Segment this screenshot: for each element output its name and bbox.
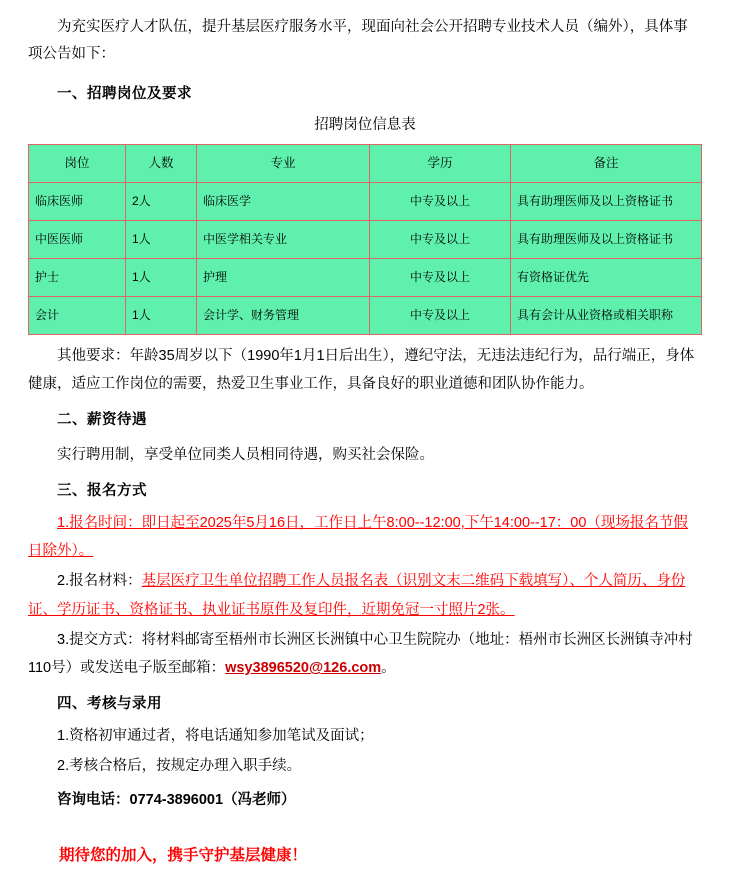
table-cell-major: 中医学相关专业 <box>197 221 370 259</box>
table-cell-major: 会计学、财务管理 <box>197 297 370 335</box>
section-heading-3: 三、报名方式 <box>57 483 147 500</box>
table-cell-remark: 具有助理医师及以上资格证书 <box>511 221 702 259</box>
table-row <box>29 259 702 297</box>
submission-method-item <box>28 626 702 683</box>
table-row <box>29 221 702 259</box>
table-header-cell: 岗位 <box>29 145 126 183</box>
job-positions-table <box>28 144 702 335</box>
section-heading-4: 四、考核与录用 <box>57 696 162 713</box>
table-cell-education: 中专及以上 <box>370 183 511 221</box>
table-cell-position: 会计 <box>29 297 126 335</box>
table-cell-remark: 具有助理医师及以上资格证书 <box>511 183 702 221</box>
table-cell-count: 1人 <box>126 259 197 297</box>
table-cell-position: 中医医师 <box>29 221 126 259</box>
table-header-cell: 备注 <box>511 145 702 183</box>
table-row <box>29 297 702 335</box>
table-cell-education: 中专及以上 <box>370 297 511 335</box>
section-heading-2: 二、薪资待遇 <box>57 412 147 429</box>
table-row <box>29 183 702 221</box>
table-cell-count: 1人 <box>126 221 197 259</box>
table-cell-position: 临床医师 <box>29 183 126 221</box>
table-title: 招聘岗位信息表 <box>314 117 416 133</box>
table-cell-major: 护理 <box>197 259 370 297</box>
table-cell-education: 中专及以上 <box>370 221 511 259</box>
submission-method-suffix: 。 <box>381 660 396 677</box>
table-header-cell: 人数 <box>126 145 197 183</box>
email-link[interactable]: wsy3896520@126.com <box>225 660 382 677</box>
contact-phone: 咨询电话：0774-3896001（冯老师） <box>57 792 296 809</box>
registration-time-item <box>28 509 702 566</box>
assessment-item-1: 1.资格初审通过者，将电话通知参加笔试及面试； <box>57 727 374 744</box>
registration-time-prefix: 1.报名时间： <box>57 514 142 531</box>
closing-slogan: 期待您的加入，携手守护基层健康！ <box>59 846 308 864</box>
assessment-item-2: 2.考核合格后，按规定办理入职手续。 <box>57 758 302 774</box>
registration-time-detail: 即日起至2025年5月16日，工作日上午8:00--12:00,下午14:00--17：00（现场报名节假日除外）。 <box>28 514 688 560</box>
table-header-cell: 学历 <box>370 145 511 183</box>
submission-method-text: 3.提交方式：将材料邮寄至梧州市长洲区长洲镇中心卫生院院办（地址：梧州市长洲区长洲镇寺冲村110号）或发送电子版至邮箱： <box>28 631 693 677</box>
intro-paragraph: 为充实医疗人才队伍，提升基层医疗服务水平，现面向社会公开招聘专业技术人员（编外），具体事项公告如下： <box>28 19 688 62</box>
table-cell-major: 临床医学 <box>197 183 370 221</box>
table-cell-count: 1人 <box>126 297 197 335</box>
table-cell-count: 2人 <box>126 183 197 221</box>
registration-materials-detail: 基层医疗卫生单位招聘工作人员报名表（识别文末二维码下载填写）、个人简历、身份证、学历证书、资格证书、执业证书原件及复印件，近期免冠一寸照片2张。 <box>28 573 686 618</box>
section-heading-1: 一、招聘岗位及要求 <box>57 85 192 102</box>
registration-materials-item <box>28 567 702 624</box>
table-cell-position: 护士 <box>29 259 126 297</box>
other-requirements-paragraph: 其他要求：年龄35周岁以下（1990年1月1日后出生），遵纪守法，无违法违纪行为，品行端正，身体健康，适应工作岗位的需要，热爱卫生事业工作，具备良好的职业道德和团队协作能力。 <box>28 348 695 392</box>
table-header-row <box>29 145 702 183</box>
registration-materials-prefix: 2.报名材料： <box>57 573 142 590</box>
table-header-cell: 专业 <box>197 145 370 183</box>
section2-text: 实行聘用制，享受单位同类人员相同待遇，购买社会保险。 <box>57 446 434 463</box>
table-cell-remark: 有资格证优先 <box>511 259 702 297</box>
table-cell-remark: 具有会计从业资格或相关职称 <box>511 297 702 335</box>
table-cell-education: 中专及以上 <box>370 259 511 297</box>
